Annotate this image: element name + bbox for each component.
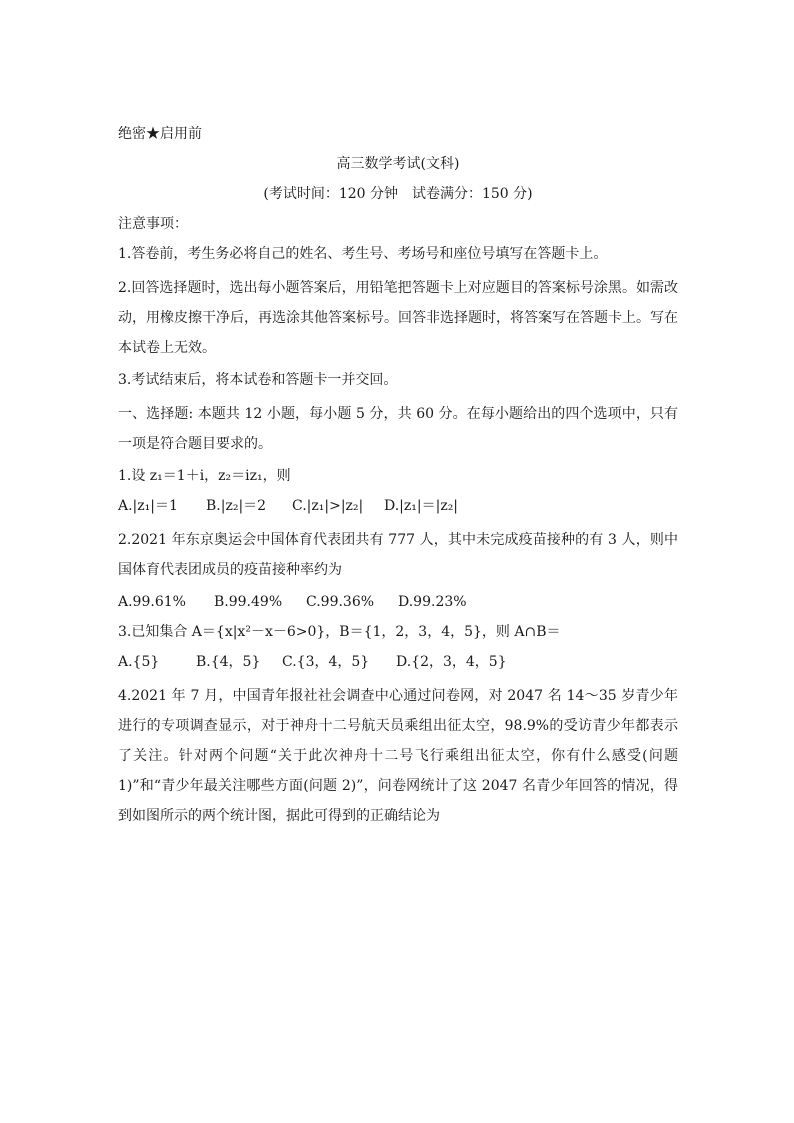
question-2-stem: 2.2021 年东京奥运会中国体育代表团共有 777 人，其中未完成疫苗接种的有 3 人，则中国体育代表团成员的疫苗接种率约为 [118, 532, 678, 578]
notes-heading: 注意事项： [118, 216, 188, 232]
option-a: A.99.61% [118, 594, 186, 610]
option-a: A.|z₁|＝1 [118, 498, 178, 514]
question-1-options [118, 495, 678, 517]
option-b: B.99.49% [214, 594, 283, 610]
question-2-options [118, 591, 678, 613]
confidential-label: 绝密★启用前 [118, 126, 202, 142]
question-3-options [118, 651, 678, 673]
option-d: D.|z₁|＝|z₂| [384, 498, 459, 514]
option-b: B.|z₂|＝2 [206, 498, 267, 514]
option-b: B.{4，5} [196, 654, 261, 670]
note-item-2: 2.回答选择题时，选出每小题答案后，用铅笔把答题卡上对应题目的答案标号涂黑。如需改动，用橡皮擦干净后，再选涂其他答案标号。回答非选择题时，将答案写在答题卡上。写在本试卷上无效。 [118, 280, 678, 356]
question-1-stem: 1.设 z₁＝1＋i，z₂＝iz₁，则 [118, 468, 291, 484]
option-d: D.{2，3，4，5} [396, 654, 507, 670]
option-a: A.{5} [118, 654, 160, 670]
option-d: D.99.23% [398, 594, 467, 610]
question-3-stem: 3.已知集合 A＝{x|x²－x－6>0}，B＝{1，2，3，4，5}，则 A∩B＝ [118, 624, 561, 640]
option-c: C.99.36% [306, 594, 375, 610]
exam-content [118, 123, 678, 837]
note-item-3: 3.考试结束后，将本试卷和答题卡一并交回。 [118, 372, 398, 388]
option-c: C.{3，4，5} [282, 654, 370, 670]
note-item-1: 1.答卷前，考生务必将自己的姓名、考生号、考场号和座位号填写在答题卡上。 [118, 246, 608, 262]
exam-title: 高三数学考试(文科) [336, 156, 460, 172]
question-4-stem: 4.2021 年 7 月，中国青年报社社会调查中心通过问卷网，对 2047 名 14～35 岁青少年进行的专项调查显示，对于神舟十二号航天员乘组出征太空，98.9%的受访青少年都表示了关注。针对两个问题“关于此次神舟十二号飞行乘组出征太空，你有什么感受(问题 1)”和“青少年最关注哪些方面(问题 2)”，问卷网统计了这 2047 名青少年回答的情况，得到如图所示的两个统计图，据此可得到的正确结论为 [118, 688, 678, 824]
exam-subtitle: (考试时间：120 分钟 试卷满分：150 分) [263, 186, 533, 202]
section-heading: 一、选择题: 本题共 12 小题，每小题 5 分，共 60 分。在每小题给出的四个选项中，只有一项是符合题目要求的。 [118, 406, 678, 452]
option-c: C.|z₁|>|z₂| [292, 498, 364, 514]
